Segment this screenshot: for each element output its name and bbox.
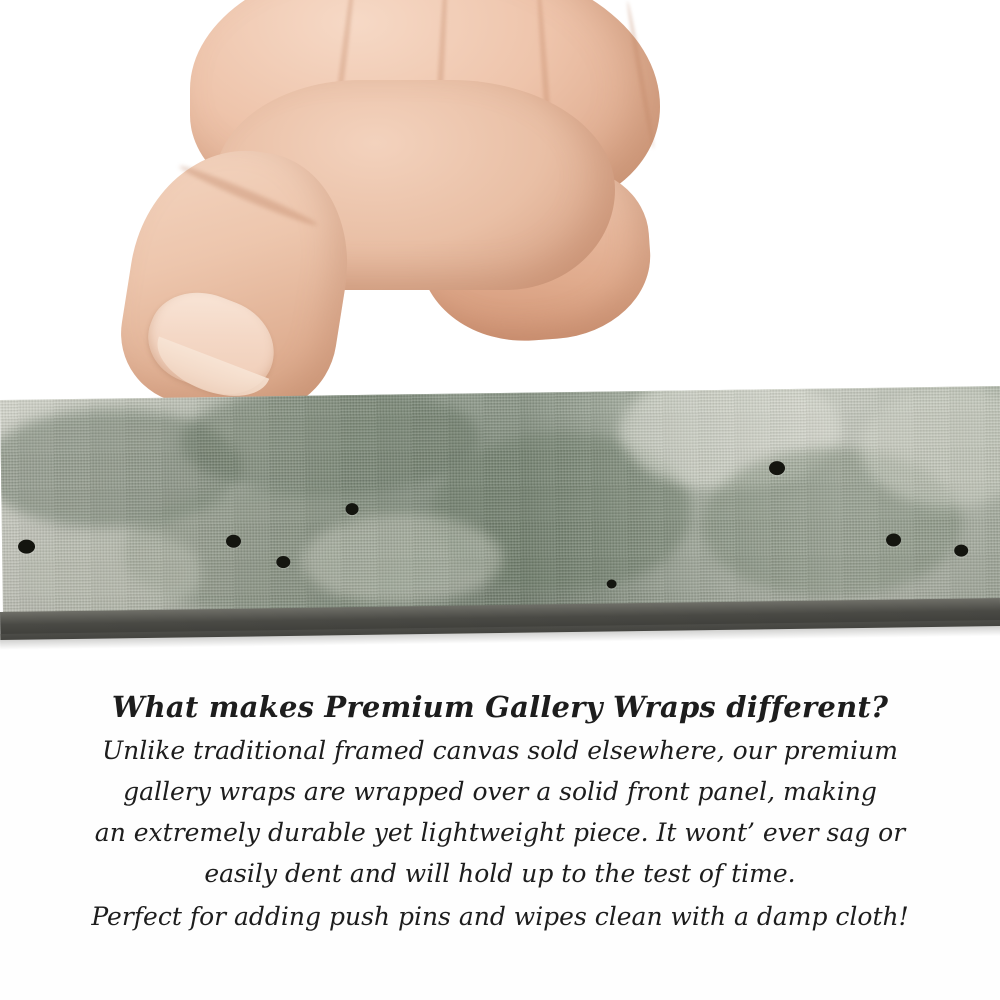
caption-line: Perfect for adding push pins and wipes clean with a damp cloth! — [91, 902, 909, 931]
finger-crease — [625, 1, 656, 150]
caption-block — [0, 690, 1000, 937]
gallery-wrap-edge — [0, 386, 1000, 620]
thumb-crease — [177, 162, 319, 230]
caption-line: Unlike traditional framed canvas sold elsewhere, our premium — [102, 736, 898, 765]
caption-line: easily dent and will hold up to the test of time. — [204, 859, 796, 888]
caption-line: an extremely durable yet lightweight piece. It wont’ ever sag or — [94, 818, 906, 847]
caption-line: gallery wraps are wrapped over a solid front panel, making — [123, 777, 877, 806]
hand-illustration — [120, 0, 680, 430]
caption-heading: What makes Premium Gallery Wraps different? — [111, 690, 889, 724]
canvas-speck — [345, 503, 358, 515]
canvas-weave-texture — [0, 386, 1000, 620]
